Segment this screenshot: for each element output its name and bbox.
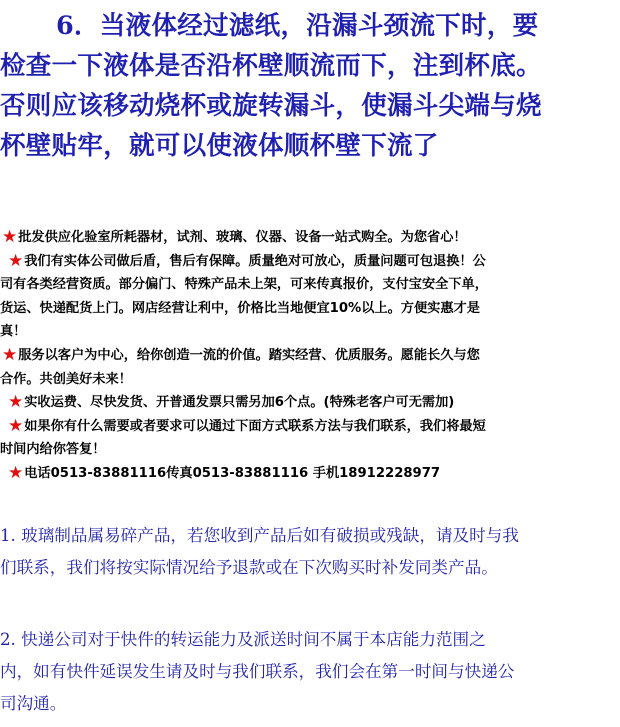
notice-service (0, 344, 616, 391)
notice-phone (0, 462, 616, 486)
red-star-icon: ★ (2, 344, 18, 365)
policy-text: 1. 玻璃制品属易碎产品，若您收到产品后如有破损或残缺，请及时与我 (0, 526, 519, 545)
heading-line: 6．当液体经过滤纸，沿漏斗颈流下时，要 (56, 11, 539, 41)
red-star-icon: ★ (8, 462, 24, 483)
contact-numbers: 电话0513-83881116传真0513-83881116 手机18912228977 (24, 465, 441, 481)
instruction-heading (0, 6, 620, 166)
notice-contact-us (0, 415, 616, 462)
policy-text: 们联系，我们将按实际情况给予退款或在下次购买时补发同类产品。 (0, 558, 498, 577)
notice-text: 真！ (0, 324, 27, 340)
red-star-icon: ★ (8, 392, 24, 413)
policy-fragile-goods (0, 520, 620, 584)
heading-line: 检查一下液体是否沿杯壁顺流而下，注到杯底。 (0, 51, 542, 81)
policy-text: 2. 快递公司对于快件的转运能力及派送时间不属于本店能力范围之 (0, 630, 486, 649)
notice-text: 货运、快递配货上门。网店经营让利中，价格比当地便宜10%以上。方便实惠才是 (0, 300, 480, 316)
heading-line: 杯壁贴牢，就可以使液体顺杯壁下流了 (0, 131, 439, 161)
heading-line: 否则应该移动烧杯或旋转漏斗，使漏斗尖端与烧 (0, 91, 542, 121)
notice-shipping (0, 391, 616, 415)
red-star-icon: ★ (8, 250, 24, 271)
store-notices (0, 226, 616, 486)
notice-text: 时间内给你答复！ (0, 442, 106, 458)
policy-text: 内，如有快件延误发生请及时与我们联系，我们会在第一时间与快递公 (0, 662, 515, 681)
notice-text: 合作。共创美好未来！ (0, 371, 132, 387)
notice-text: 服务以客户为中心，给你创造一流的价值。踏实经营、优质服务。愿能长久与您 (18, 347, 480, 363)
notice-text: 批发供应化验室所耗器材，试剂、玻璃、仪器、设备一站式购全。为您省心！ (18, 230, 467, 245)
notice-text: 实收运费、尽快发货、开普通发票只需另加6个点。(特殊老客户可无需加) (24, 395, 455, 411)
notice-wholesale (0, 226, 616, 250)
notice-text: 司有各类经营资质。部分偏门、特殊产品未上架，可来传真报价，支付宝安全下单， (0, 277, 488, 293)
notice-text: 我们有实体公司做后盾，售后有保障。质量绝对可放心，质量问题可包退换！公 (24, 253, 486, 269)
red-star-icon: ★ (8, 415, 24, 436)
after-sales-policies (0, 520, 620, 720)
notice-company (0, 250, 616, 344)
notice-text: 如果你有什么需要或者要求可以通过下面方式联系方法与我们联系，我们将最短 (24, 418, 486, 434)
red-star-icon: ★ (2, 227, 18, 247)
policy-text: 司沟通。 (0, 694, 67, 713)
policy-courier-delay (0, 624, 620, 720)
